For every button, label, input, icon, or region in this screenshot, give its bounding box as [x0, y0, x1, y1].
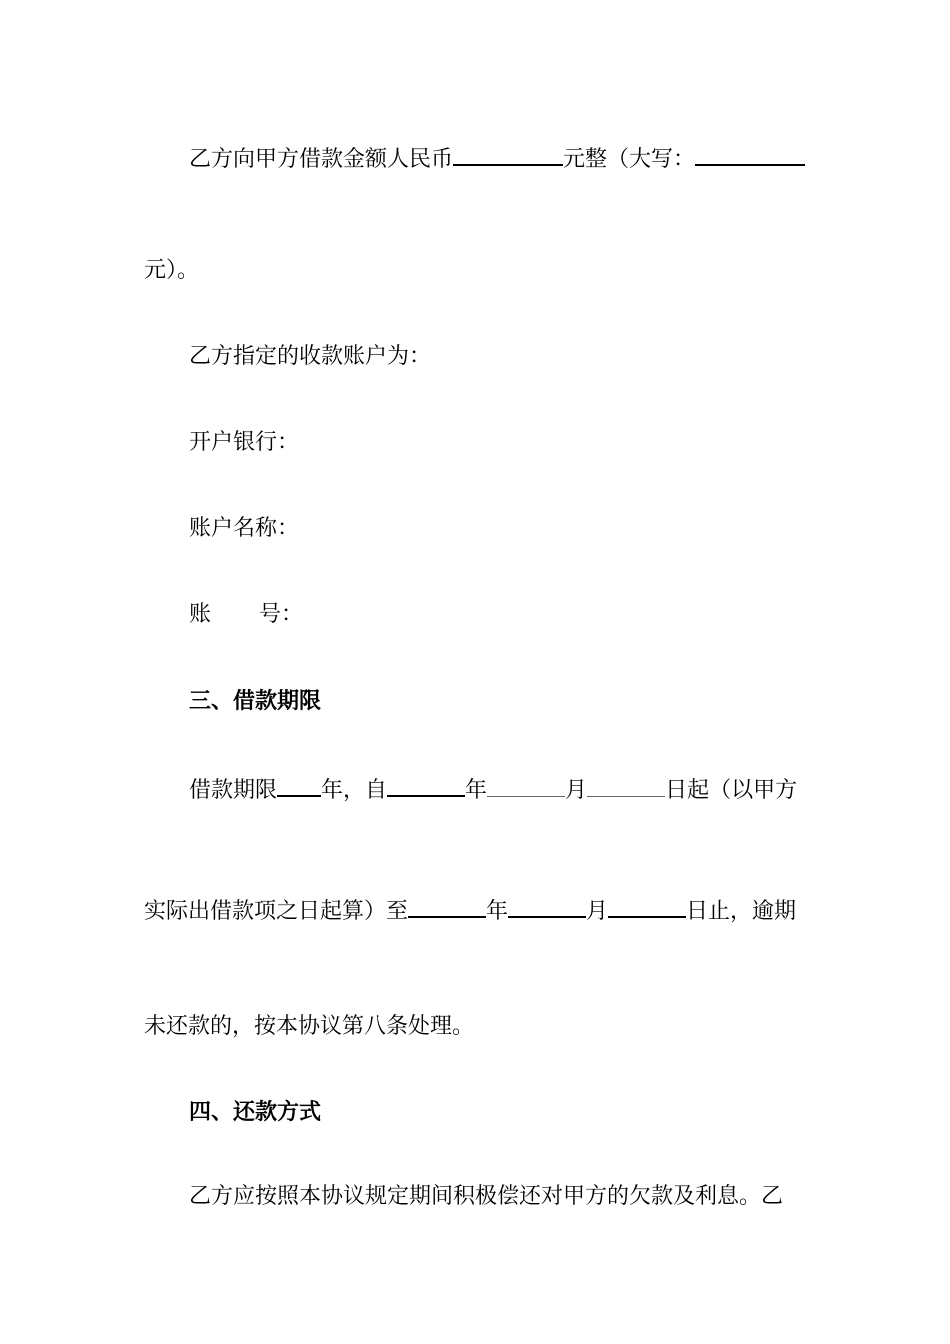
account-name-label: 账户名称： [189, 516, 300, 541]
amount-blank[interactable] [453, 140, 563, 166]
term-text-4: 月 [565, 778, 588, 803]
account-number-label-b: 号： [259, 602, 304, 627]
start-day-blank[interactable] [587, 772, 665, 797]
start-month-blank[interactable] [487, 772, 565, 797]
section3-line1 [189, 771, 797, 801]
end-month-blank[interactable] [508, 892, 586, 918]
section4-line1: 乙方应按照本协议规定期间积极偿还对甲方的欠款及利息。乙 [189, 1184, 784, 1209]
section4-heading: 四、还款方式 [189, 1099, 322, 1125]
section3-line2 [144, 892, 796, 922]
term-end-text-4: 日止，逾期 [686, 899, 797, 924]
term-text-5: 日起（以甲方 [665, 778, 798, 803]
loan-amount-line-end [144, 256, 199, 286]
term-text-3: 年 [465, 778, 488, 803]
bank-label: 开户银行： [189, 430, 300, 455]
loan-amount-text: 乙方向甲方借款金额人民币 [189, 147, 454, 172]
loan-amount-text-3: 元）。 [144, 258, 200, 283]
term-years-blank[interactable] [277, 771, 321, 797]
section3-line3: 未还款的，按本协议第八条处理。 [144, 1014, 475, 1039]
term-end-text-3: 月 [586, 899, 609, 924]
amount-uppercase-blank[interactable] [695, 140, 805, 166]
account-intro: 乙方指定的收款账户为： [189, 344, 432, 369]
term-text-2: 年，自 [321, 778, 388, 803]
end-day-blank[interactable] [608, 892, 686, 918]
term-text: 借款期限 [189, 778, 278, 803]
loan-amount-text-2: 元整（大写： [563, 147, 696, 172]
end-year-blank[interactable] [408, 892, 486, 918]
account-number-label-a: 账 [189, 602, 212, 627]
loan-amount-line [189, 140, 805, 170]
start-year-blank[interactable] [387, 771, 465, 797]
account-number-line [189, 600, 303, 630]
term-end-text-2: 年 [486, 899, 509, 924]
section3-heading: 三、借款期限 [189, 688, 322, 714]
term-end-text: 实际出借款项之日起算）至 [144, 899, 409, 924]
